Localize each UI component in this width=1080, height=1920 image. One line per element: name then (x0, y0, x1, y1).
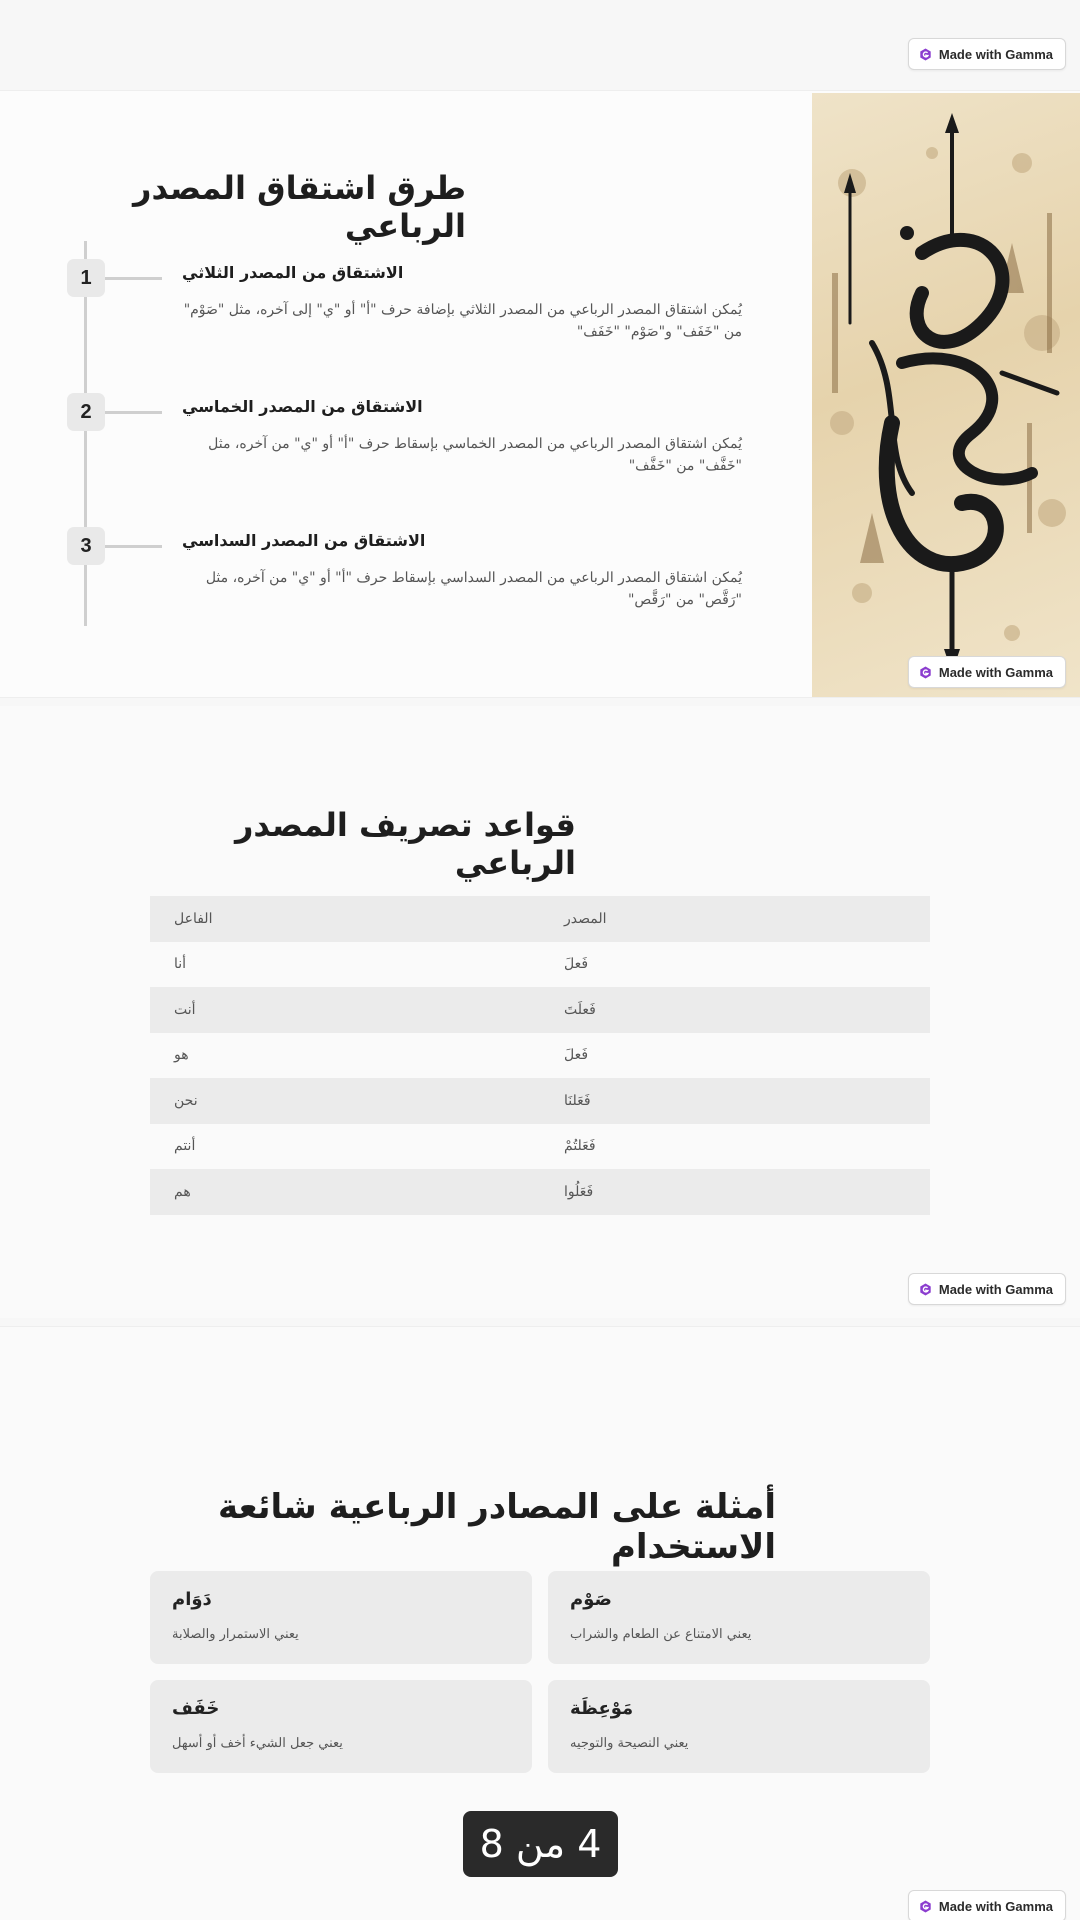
table-cell: هم (174, 1183, 191, 1200)
timeline-line (84, 241, 87, 626)
table-cell: فَعَلنَا (564, 1092, 591, 1109)
slide-title: طرق اشتقاق المصدر الرباعي (133, 169, 466, 245)
page-indicator: 4 من 8 (463, 1811, 618, 1877)
gamma-logo-icon (919, 1900, 932, 1913)
table-cell: أنا (174, 956, 187, 973)
slide-title: قواعد تصريف المصدر الرباعي (234, 806, 576, 882)
step-title: الاشتقاق من المصدر الخماسي (182, 397, 423, 416)
table-cell: فَعلَ (564, 956, 589, 973)
card-word: دَوَام (172, 1589, 212, 1610)
table-cell: أنتم (174, 1138, 196, 1155)
table-cell: أنت (174, 1001, 196, 1018)
gamma-logo-icon (919, 48, 932, 61)
step-title: الاشتقاق من المصدر السداسي (182, 531, 426, 550)
table-cell: هو (174, 1047, 189, 1064)
step-description: يُمكن اشتقاق المصدر الرباعي من المصدر الثلاثي بإضافة حرف "أ" أو "ي" إلى آخره، مثل "صَوْم" من "خَفَف" و"صَوْم" "خَفَف" (183, 302, 742, 340)
step-number: 2 (67, 393, 105, 431)
slide-conjugation-rules (0, 706, 1080, 1318)
card-word: خَفَف (172, 1698, 220, 1719)
example-card (548, 1571, 930, 1664)
conjugation-table (150, 896, 930, 1215)
table-header-row (150, 896, 930, 942)
table-header: المصدر (564, 910, 607, 927)
table-cell: فَعَلُوا (564, 1183, 594, 1200)
made-with-gamma-badge[interactable] (908, 1273, 1066, 1305)
card-meaning: يعني الامتناع عن الطعام والشراب (570, 1627, 752, 1642)
table-cell: فَعلَتَ (564, 1001, 596, 1018)
badge-label: Made with Gamma (938, 664, 1053, 680)
card-meaning: يعني جعل الشيء أخف أو أسهل (172, 1736, 343, 1751)
table-row (150, 942, 930, 988)
step-title: الاشتقاق من المصدر الثلاثي (182, 263, 404, 282)
made-with-gamma-badge[interactable] (908, 38, 1066, 70)
table-header: الفاعل (174, 910, 213, 927)
step-connector (105, 411, 162, 414)
card-word: مَوْعِظَة (570, 1698, 634, 1719)
step-number: 3 (67, 527, 105, 565)
badge-label: Made with Gamma (938, 46, 1053, 62)
table-cell: نحن (174, 1092, 198, 1109)
step-description: يُمكن اشتقاق المصدر الرباعي من المصدر السداسي بإسقاط حرف "أ" أو "ي" من آخره، مثل "رَقَّص" من "رَقَّص" (205, 570, 742, 608)
table-row (150, 1169, 930, 1215)
example-card (548, 1680, 930, 1773)
table-row (150, 1078, 930, 1124)
example-card (150, 1571, 532, 1664)
step-number: 1 (67, 259, 105, 297)
step-description: يُمكن اشتقاق المصدر الرباعي من المصدر الخماسي بإسقاط حرف "أ" أو "ي" من آخره، مثل "خَفَّف" من "خَفَّف" (208, 436, 742, 474)
gamma-logo-icon (919, 1283, 932, 1296)
card-meaning: يعني الاستمرار والصلابة (172, 1627, 299, 1642)
table-row (150, 1124, 930, 1170)
card-meaning: يعني النصيحة والتوجيه (570, 1736, 689, 1751)
card-word: صَوْم (570, 1589, 612, 1610)
table-cell: فَعَلتُمْ (564, 1138, 596, 1155)
table-row (150, 987, 930, 1033)
made-with-gamma-badge[interactable] (908, 1890, 1066, 1920)
made-with-gamma-badge[interactable] (908, 656, 1066, 688)
table-row (150, 1033, 930, 1079)
step-connector (105, 277, 162, 280)
step-connector (105, 545, 162, 548)
badge-label: Made with Gamma (938, 1281, 1053, 1297)
slide-title: أمثلة على المصادر الرباعية شائعة الاستخدام (217, 1487, 776, 1567)
table-cell: فَعلَ (564, 1047, 589, 1064)
gamma-logo-icon (919, 666, 932, 679)
slide-derivation-methods (0, 90, 1080, 698)
arabic-calligraphy-artwork (812, 93, 1080, 697)
badge-label: Made with Gamma (938, 1898, 1053, 1914)
example-card (150, 1680, 532, 1773)
